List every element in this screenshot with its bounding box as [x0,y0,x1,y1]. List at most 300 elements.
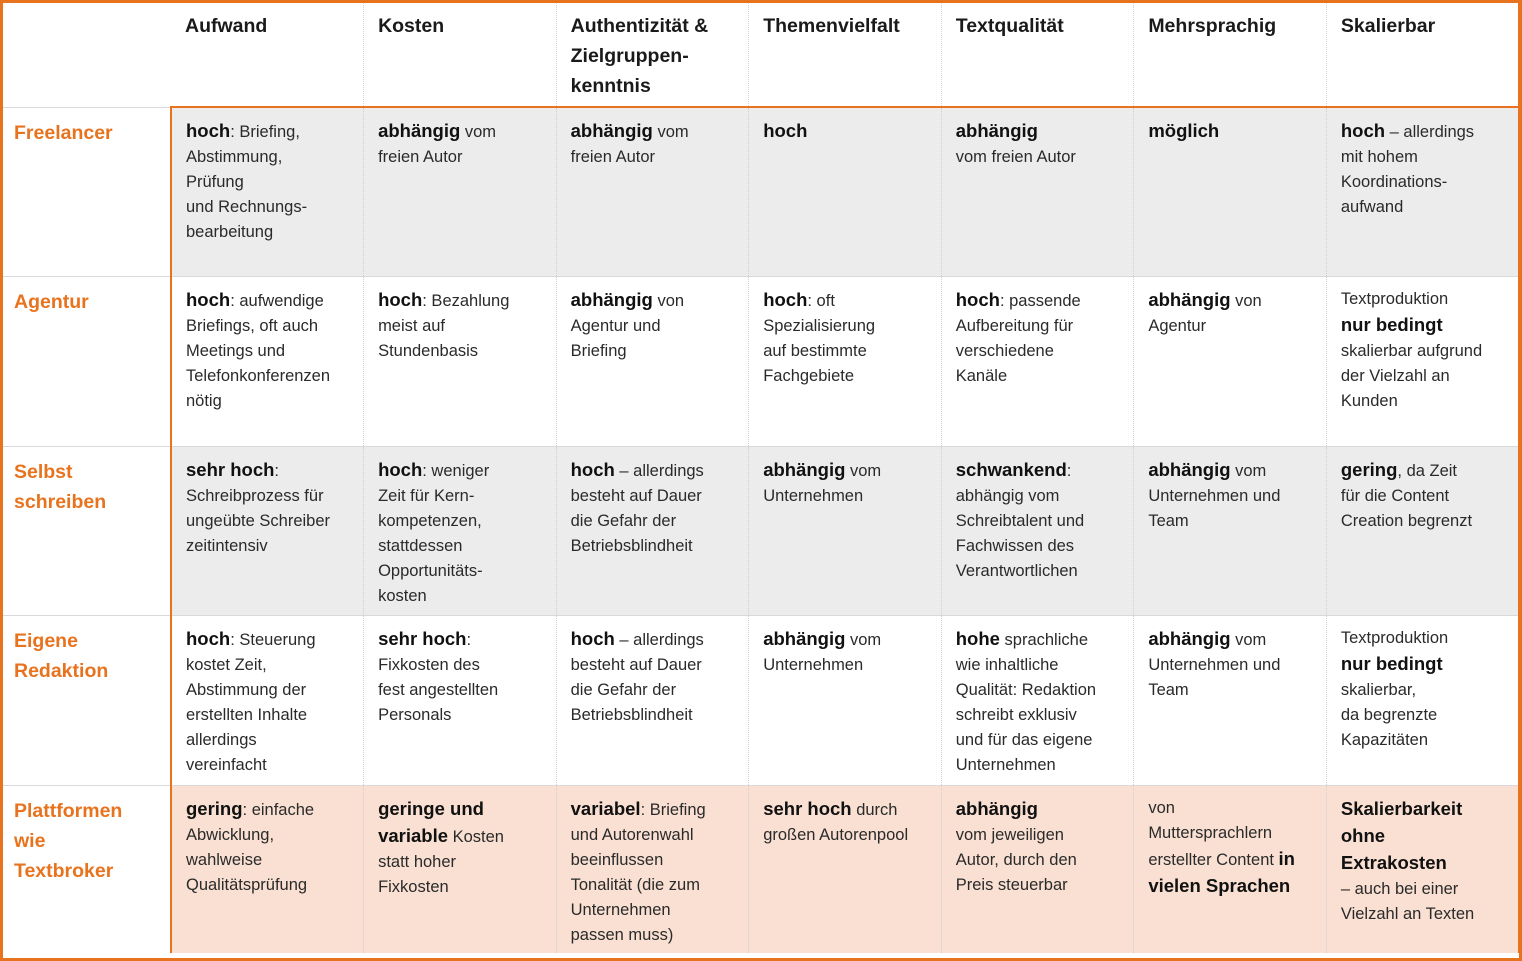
cell-line [763,287,927,314]
table-cell [556,785,749,953]
cell-line [378,850,542,875]
cell-line [186,703,349,728]
row-header [3,616,171,786]
cell-text: von [1148,798,1175,817]
table-cell [749,616,942,786]
table-cell [364,446,557,616]
table-cell [364,616,557,786]
row-header-line: schreiben [14,490,107,513]
cell-line [378,678,542,703]
cell-line [1148,653,1312,678]
cell-text: Abstimmung, [186,148,283,166]
row-header [3,277,171,447]
column-header-kosten [364,3,557,107]
column-header-line: Authentizität & [570,15,709,37]
cell-emphasis: abhängig [570,120,653,141]
table-cell [1326,107,1519,277]
cell-emphasis: sehr hoch [378,628,467,649]
table-cell [171,785,364,953]
cell-line [1341,796,1504,823]
row-header [3,785,171,953]
cell-line [571,287,735,314]
cell-line [186,339,349,364]
cell-line [378,339,542,364]
cell-emphasis: Skalierbarkeit [1340,797,1463,819]
column-header-line: Zielgruppen- [570,45,689,67]
cell-text: Stundenbasis [378,342,479,360]
cell-line [571,923,735,948]
cell-emphasis: variabel [570,797,641,819]
cell-text: verschiedene [955,342,1054,360]
column-header-line: Textqualität [955,15,1064,37]
cell-line [1341,902,1504,927]
cell-line [1148,457,1312,484]
cell-line [378,314,542,339]
cell-text: Textproduktion [1340,290,1449,308]
cell-line [378,823,542,850]
cell-text: Vielzahl an Texten [1340,904,1475,923]
cell-line [186,626,349,653]
cell-text: : [466,631,472,649]
cell-text: : oft [807,292,835,310]
cell-text: Textproduktion [1340,629,1449,647]
table-row [3,616,1519,786]
column-header-themenvielfalt [749,3,942,107]
table-cell [364,785,557,953]
table-cell [941,446,1134,616]
table-cell [556,277,749,447]
cell-line [186,796,349,823]
cell-line [378,584,542,609]
cell-line [956,626,1120,653]
cell-emphasis: abhängig [955,120,1038,141]
cell-line [1341,509,1504,534]
row-header-line: Eigene [14,630,78,652]
row-header [3,107,171,277]
cell-line [956,678,1120,703]
cell-text: Opportunitäts- [378,561,483,580]
cell-text: Verantwortlichen [955,561,1078,580]
cell-text: von [652,292,685,310]
cell-text: vom [1230,631,1267,649]
cell-line [186,534,349,559]
cell-line [1341,364,1504,389]
cell-emphasis: Extrakosten [1340,851,1447,873]
cell-text: beeinflussen [570,850,664,869]
table-cell [171,107,364,277]
cell-line [1341,287,1504,312]
cell-text: die Gefahr der [570,511,677,530]
cell-text: Koordinations- [1340,173,1448,191]
row-header-line: Plattformen [14,799,123,822]
cell-line [956,314,1120,339]
cell-line [763,796,927,823]
cell-text: Zeit für Kern- [378,486,475,505]
cell-text: : einfache [242,800,315,819]
cell-emphasis: in [1278,847,1295,869]
cell-line [378,559,542,584]
table-row [3,277,1519,447]
cell-text: vom [1230,461,1267,480]
row-header-line: Textbroker [14,859,114,882]
cell-text: freien Autor [378,148,463,166]
cell-text: von [1230,292,1262,310]
cell-line [956,873,1120,898]
cell-line [1341,703,1504,728]
cell-line [1148,796,1312,821]
cell-line [378,145,542,170]
cell-text: Betriebsblindheit [570,706,693,724]
cell-line [571,314,735,339]
cell-text: mit hohem [1340,148,1418,166]
cell-line [186,220,349,245]
column-header-skalierbar [1326,3,1519,107]
cell-line [956,287,1120,314]
table-cell [364,277,557,447]
cell-text: Unternehmen und [1148,486,1281,505]
column-header-authentizitaet [556,3,749,107]
cell-text: stattdessen [378,536,463,555]
table-row [3,107,1519,277]
cell-line [1341,651,1504,678]
cell-text: Unternehmen [763,656,864,674]
cell-text: – allerdings [1385,123,1475,141]
cell-line [1341,877,1504,902]
cell-line [1148,626,1312,653]
cell-emphasis: hoch [570,628,615,649]
cell-text: : aufwendige [230,292,324,310]
column-header-line: Mehrsprachig [1148,15,1277,37]
table-cell [171,616,364,786]
cell-emphasis: hoch [955,289,1000,310]
cell-text: die Gefahr der [570,681,677,699]
cell-line [1341,457,1504,484]
cell-text: auf bestimmte [763,342,867,360]
cell-emphasis: abhängig [763,458,846,480]
cell-text: Team [1148,511,1189,530]
cell-text: statt hoher [378,852,457,871]
cell-line [956,364,1120,389]
cell-line [186,118,349,145]
cell-line [378,534,542,559]
column-header-mehrsprachig [1134,3,1327,107]
cell-text: Abwicklung, [186,825,275,844]
cell-text: großen Autorenpool [763,825,909,844]
cell-text: Preis steuerbar [955,875,1068,894]
cell-line [1341,484,1504,509]
cell-line [1148,846,1312,873]
cell-text: Spezialisierung [763,317,876,335]
cell-emphasis: hoch [186,289,231,310]
cell-text: Unternehmen und [1148,656,1281,674]
cell-line [1341,823,1504,850]
corner-cell [3,3,171,107]
table-cell [941,785,1134,953]
cell-text: Kosten [448,827,504,846]
table-cell [749,446,942,616]
cell-line [956,457,1120,484]
cell-text: meist auf [378,317,446,335]
cell-line [186,457,349,484]
column-header-line: Themenvielfalt [763,15,900,37]
cell-text: Unternehmen [955,756,1056,774]
row-header-line: wie [14,829,46,852]
cell-text: passen muss) [570,925,674,944]
cell-emphasis: sehr hoch [186,458,275,480]
cell-line [186,484,349,509]
cell-line [571,796,735,823]
table-cell [1134,446,1327,616]
cell-emphasis: gering [186,797,243,819]
column-header-line: Kosten [378,15,445,37]
cell-text: Personals [378,706,452,724]
cell-line [956,145,1120,170]
cell-line [956,118,1120,145]
cell-text: vom [845,631,882,649]
cell-line [378,653,542,678]
cell-emphasis: hoch [1340,120,1386,141]
table-cell [1326,785,1519,953]
cell-line [571,457,735,484]
cell-emphasis: abhängig [1148,628,1231,649]
cell-emphasis: hoch [378,289,423,310]
cell-text: – allerdings [614,631,704,649]
cell-text: Team [1148,681,1189,699]
cell-text: der Vielzahl an [1340,367,1450,385]
cell-text: Kapazitäten [1340,731,1429,749]
cell-emphasis: abhängig [763,628,846,649]
cell-line [956,653,1120,678]
cell-line [571,145,735,170]
cell-line [571,898,735,923]
cell-emphasis: ohne [1340,824,1386,846]
cell-line [186,753,349,778]
cell-text: freien Autor [570,148,656,166]
row-header-line: Agentur [14,291,89,313]
column-header-textqualitaet [941,3,1134,107]
cell-text: sprachliche [999,631,1088,649]
table-row [3,785,1519,953]
cell-line [1148,509,1312,534]
cell-text: aufwand [1340,198,1404,216]
cell-text: und Autorenwahl [570,825,694,844]
table-cell [1326,277,1519,447]
cell-text: skalierbar aufgrund [1340,342,1483,360]
cell-line [956,848,1120,873]
cell-emphasis: nur bedingt [1340,653,1443,674]
cell-line [1341,389,1504,414]
cell-text: – allerdings [614,461,704,480]
table-cell [1134,277,1327,447]
cell-line [956,484,1120,509]
table-cell [749,277,942,447]
cell-line [763,823,927,848]
cell-line [571,653,735,678]
cell-line [571,534,735,559]
cell-text: und Rechnungs- [186,198,308,216]
cell-line [378,703,542,728]
table-cell [556,107,749,277]
cell-line [571,703,735,728]
comparison-table [3,3,1520,953]
cell-line [186,873,349,898]
table-body [3,107,1519,953]
cell-text: Agentur [1148,317,1207,335]
table-cell [749,107,942,277]
cell-line [378,287,542,314]
cell-emphasis: abhängig [378,120,461,141]
cell-text: Muttersprachlern [1148,823,1273,842]
cell-text: Kanäle [955,367,1008,385]
cell-line [956,559,1120,584]
cell-line [763,653,927,678]
cell-line [186,287,349,314]
cell-text: Schreibprozess für [186,486,324,505]
cell-line [186,848,349,873]
cell-text: kosten [378,586,427,605]
cell-line [186,728,349,753]
cell-text: skalierbar, [1340,681,1417,699]
cell-line [186,389,349,414]
table-cell [1134,785,1327,953]
cell-text: nötig [186,392,222,410]
cell-line [956,823,1120,848]
cell-text: fest angestellten [378,681,499,699]
cell-emphasis: abhängig [570,289,653,310]
cell-line [378,484,542,509]
cell-text: Unternehmen [570,900,671,919]
cell-text: : Briefing, [230,123,300,141]
cell-text: Kunden [1340,392,1398,410]
cell-emphasis: variable [378,824,448,846]
cell-text: Unternehmen [763,486,864,505]
cell-line [1148,873,1312,900]
cell-line [763,339,927,364]
header-row [3,3,1519,107]
cell-emphasis: vielen Sprachen [1148,874,1291,896]
column-header-aufwand [171,3,364,107]
cell-text: Fachgebiete [763,367,855,385]
cell-text: durch [851,800,898,819]
cell-line [571,484,735,509]
cell-line [1341,339,1504,364]
cell-text: wahlweise [186,850,263,869]
cell-line [571,509,735,534]
cell-line [956,753,1120,778]
cell-text: : Bezahlung [422,292,510,310]
cell-text: ungeübte Schreiber [186,511,331,530]
cell-text: Briefing [570,342,627,360]
cell-line [1341,195,1504,220]
cell-emphasis: hoch [570,458,615,480]
cell-text: schreibt exklusiv [955,706,1077,724]
cell-line [1148,287,1312,314]
cell-line [763,118,927,145]
cell-line [571,873,735,898]
cell-line [1341,678,1504,703]
cell-emphasis: hoch [763,289,808,310]
cell-text: kompetenzen, [378,511,482,530]
cell-line [763,364,927,389]
cell-text: Qualität: Redaktion [955,681,1097,699]
cell-text: vom [460,123,497,141]
cell-text: allerdings [186,731,257,749]
table-row [3,446,1519,616]
cell-emphasis: möglich [1148,120,1220,141]
cell-line [1341,145,1504,170]
cell-text: bearbeitung [186,223,274,241]
cell-emphasis: schwankend [955,458,1067,480]
cell-line [763,626,927,653]
table-cell [1134,107,1327,277]
table-cell [171,446,364,616]
cell-text: Telefonkonferenzen [186,367,331,385]
cell-text: Prüfung [186,173,244,191]
cell-line [378,626,542,653]
cell-text: Creation begrenzt [1340,511,1473,530]
cell-line [956,796,1120,823]
cell-text: Fixkosten [378,877,449,896]
cell-line [956,728,1120,753]
cell-line [763,314,927,339]
cell-emphasis: sehr hoch [763,797,852,819]
cell-line [1341,118,1504,145]
cell-line [571,626,735,653]
cell-text: : passende [999,292,1081,310]
row-header-line: Redaktion [14,660,109,682]
cell-emphasis: hohe [955,628,1000,649]
cell-text: – auch bei einer [1340,879,1459,898]
table-cell [171,277,364,447]
cell-text: Schreibtalent und [955,511,1085,530]
table-cell [941,616,1134,786]
cell-line [571,823,735,848]
cell-line [186,678,349,703]
table-cell [1326,616,1519,786]
cell-text: kostet Zeit, [186,656,267,674]
cell-text: Briefings, oft auch [186,317,319,335]
cell-text: da begrenzte [1340,706,1438,724]
cell-emphasis: hoch [186,120,231,141]
table-cell [556,616,749,786]
cell-emphasis: hoch [378,458,423,480]
cell-text: Abstimmung der [186,681,307,699]
cell-line [571,678,735,703]
cell-text: und für das eigene [955,731,1093,749]
column-header-line: Aufwand [185,15,268,37]
cell-line [186,170,349,195]
cell-text: vom [652,123,689,141]
cell-text: Fachwissen des [955,536,1075,555]
cell-text: : Steuerung [230,631,316,649]
cell-text: : [1066,461,1072,480]
table-cell [941,277,1134,447]
cell-line [956,703,1120,728]
cell-line [186,823,349,848]
cell-line [378,509,542,534]
table-cell [1134,616,1327,786]
cell-text: : [274,461,280,480]
cell-line [1341,312,1504,339]
row-header-line: Freelancer [14,121,113,144]
cell-text: : weniger [422,461,490,480]
cell-line [186,195,349,220]
cell-emphasis: abhängig [955,797,1038,819]
cell-line [186,653,349,678]
cell-text: Agentur und [570,317,661,335]
cell-emphasis: geringe und [378,797,484,819]
cell-text: besteht auf Dauer [570,656,702,674]
